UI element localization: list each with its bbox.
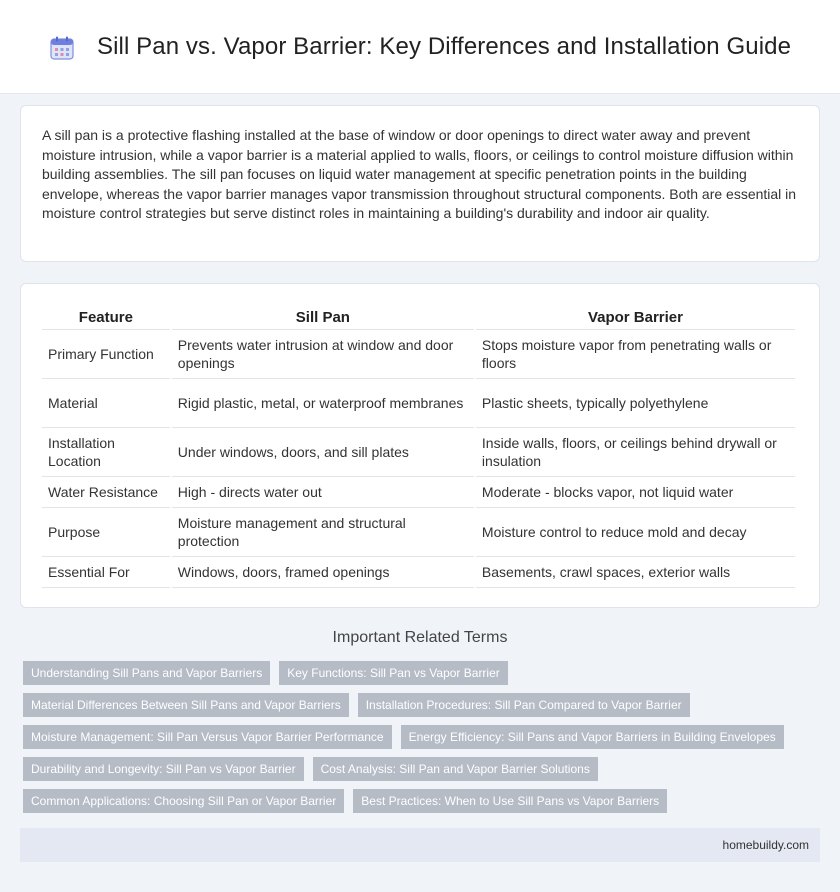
related-term-tag[interactable]: Material Differences Between Sill Pans and Vapor Barriers	[23, 693, 349, 717]
related-term-tag[interactable]: Best Practices: When to Use Sill Pans vs Vapor Barriers	[353, 789, 667, 813]
table-cell: Material	[42, 379, 170, 428]
intro-card	[20, 105, 820, 262]
related-term-tag[interactable]: Common Applications: Choosing Sill Pan or Vapor Barrier	[23, 789, 344, 813]
table-cell: Rigid plastic, metal, or waterproof membranes	[172, 379, 474, 428]
table-cell: Moisture management and structural protection	[172, 508, 474, 557]
table-row	[42, 557, 795, 588]
footer-site-link[interactable]: homebuildy.com	[722, 838, 809, 852]
table-cell: Windows, doors, framed openings	[172, 557, 474, 588]
footer	[20, 828, 820, 862]
table-header-cell: Vapor Barrier	[476, 304, 795, 330]
related-term-tag[interactable]: Moisture Management: Sill Pan Versus Vapor Barrier Performance	[23, 725, 392, 749]
table-cell: Inside walls, floors, or ceilings behind drywall or insulation	[476, 428, 795, 477]
table-row	[42, 508, 795, 557]
table-cell: Moisture control to reduce mold and decay	[476, 508, 795, 557]
related-terms-title: Important Related Terms	[332, 629, 508, 646]
table-row	[42, 330, 795, 379]
page-header	[0, 0, 840, 94]
comparison-table-card	[20, 283, 820, 608]
table-cell: Moderate - blocks vapor, not liquid water	[476, 477, 795, 508]
table-cell: Under windows, doors, and sill plates	[172, 428, 474, 477]
table-header-cell: Feature	[42, 304, 170, 330]
table-cell: Basements, crawl spaces, exterior walls	[476, 557, 795, 588]
table-row	[42, 477, 795, 508]
page-title: Sill Pan vs. Vapor Barrier: Key Differences and Installation Guide	[96, 32, 792, 60]
table-row	[42, 428, 795, 477]
calendar-icon	[49, 35, 75, 61]
table-cell: Installation Location	[42, 428, 170, 477]
comparison-table	[40, 304, 797, 588]
table-cell: Essential For	[42, 557, 170, 588]
related-term-tag[interactable]: Energy Efficiency: Sill Pans and Vapor Barriers in Building Envelopes	[401, 725, 784, 749]
related-term-tag[interactable]: Durability and Longevity: Sill Pan vs Vapor Barrier	[23, 757, 304, 781]
table-cell: Primary Function	[42, 330, 170, 379]
table-cell: Stops moisture vapor from penetrating walls or floors	[476, 330, 795, 379]
table-cell: Purpose	[42, 508, 170, 557]
table-header-row	[42, 304, 795, 330]
related-term-tag[interactable]: Understanding Sill Pans and Vapor Barriers	[23, 661, 270, 685]
related-term-tag[interactable]: Cost Analysis: Sill Pan and Vapor Barrier Solutions	[313, 757, 598, 781]
table-header-cell: Sill Pan	[172, 304, 474, 330]
table-row	[42, 379, 795, 428]
related-terms-list	[23, 661, 813, 821]
related-term-tag[interactable]: Installation Procedures: Sill Pan Compared to Vapor Barrier	[358, 693, 690, 717]
table-cell: Water Resistance	[42, 477, 170, 508]
table-cell: Prevents water intrusion at window and door openings	[172, 330, 474, 379]
related-term-tag[interactable]: Key Functions: Sill Pan vs Vapor Barrier	[279, 661, 508, 685]
table-cell: High - directs water out	[172, 477, 474, 508]
intro-paragraph: A sill pan is a protective flashing installed at the base of window or door openings to direct water away and prevent moisture intrusion, while a vapor barrier is a material applied to walls, floors, or ceilings to control moisture diffusion within building assemblies. The sill pan focuses on liquid water management at specific penetration points in the building envelope, whereas the vapor barrier manages vapor transmission throughout structural components. Both are essential in moisture control strategies but serve distinct roles in maintaining a building's durability and indoor air quality.	[42, 127, 797, 221]
table-cell: Plastic sheets, typically polyethylene	[476, 379, 795, 428]
